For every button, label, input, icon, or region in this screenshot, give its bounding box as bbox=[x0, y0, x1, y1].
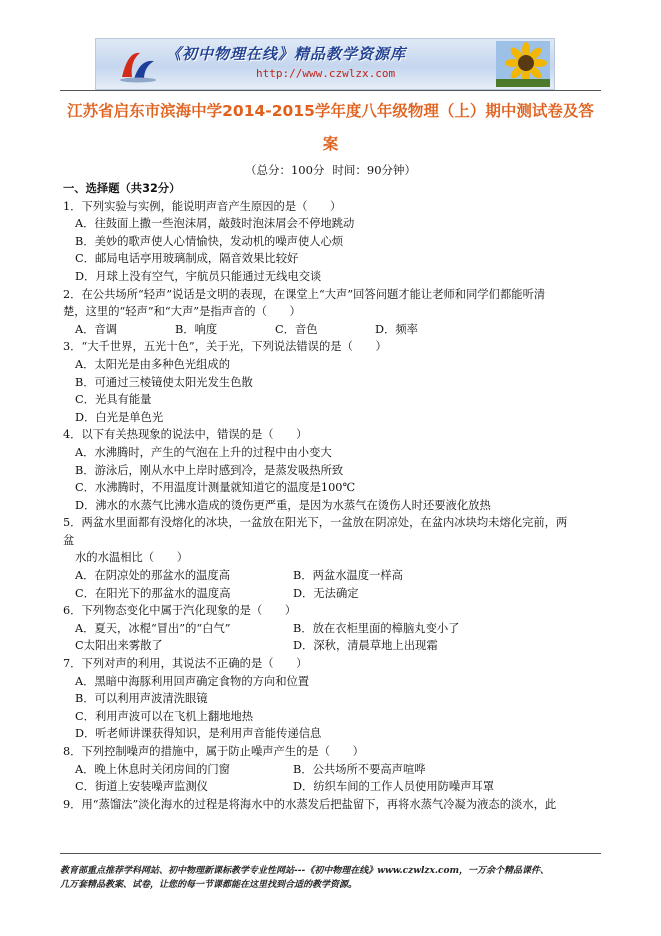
sunflower-icon bbox=[496, 41, 550, 87]
option: A．晚上休息时关闭房间的门窗 bbox=[75, 762, 231, 776]
option: B．可以利用声波清洗眼镜 bbox=[75, 692, 208, 706]
banner-url[interactable]: http://www.czwlzx.com bbox=[256, 67, 396, 80]
banner-title: 《初中物理在线》精品教学资源库 bbox=[166, 45, 407, 63]
option: A．水沸腾时，产生的气泡在上升的过程中由小变大 bbox=[75, 445, 332, 459]
exam-meta bbox=[60, 162, 601, 178]
option-row bbox=[63, 585, 603, 603]
answer-blank: （ ） bbox=[262, 657, 308, 671]
option: B．游泳后，刚从水中上岸时感到冷，是蒸发吸热所致 bbox=[75, 463, 344, 477]
option: C．邮局电话亭用玻璃制成，隔音效果比较好 bbox=[75, 252, 299, 266]
option: A．夏天，冰棍“冒出”的“白气” bbox=[75, 621, 231, 635]
section-title: 一、选择题（共32分） bbox=[63, 182, 181, 195]
answer-blank: （ ） bbox=[341, 340, 387, 354]
footer-text: 教育部重点推荐学科网站、初中物理新课标教学专业性网站---《初中物理在线》www.czwlzx.com，一万余个精品课件、 bbox=[60, 866, 550, 876]
header-banner bbox=[95, 38, 555, 90]
question-stem: 9．用“蒸馏法”淡化海水的过程是将海水中的水蒸发后把盐留下，再将水蒸气冷凝为液态的淡水，此 bbox=[63, 797, 557, 811]
footer-divider bbox=[60, 853, 601, 854]
option: C．街道上安装噪声监测仪 bbox=[75, 780, 208, 794]
option-row bbox=[63, 567, 603, 585]
option-row bbox=[63, 637, 603, 655]
option-row bbox=[63, 761, 603, 779]
option: B．可通过三棱镜使太阳光发生色散 bbox=[75, 375, 253, 389]
answer-blank: （ ） bbox=[255, 305, 301, 319]
option: C．音色 bbox=[275, 322, 318, 336]
option: D．听老师讲课获得知识，是利用声音能传递信息 bbox=[75, 727, 322, 741]
option: B．响度 bbox=[175, 322, 218, 336]
header-divider bbox=[60, 90, 601, 91]
question-stem: 水的水温相比（ ） bbox=[63, 549, 603, 567]
answer-blank: （ ） bbox=[318, 745, 364, 758]
option-row bbox=[63, 620, 603, 638]
footer-text: 几万套精品教案、试卷，让您的每一节课都能在这里找到合适的教学资源。 bbox=[60, 880, 358, 890]
question-stem: 6．下列物态变化中属于汽化现象的是（ ） bbox=[63, 602, 603, 620]
option: A．音调 bbox=[75, 322, 118, 336]
option-row bbox=[63, 778, 603, 796]
option: C．利用声波可以在飞机上翻地地热 bbox=[75, 709, 254, 723]
option: C．在阳光下的那盆水的温度高 bbox=[75, 586, 231, 600]
question-stem: 8．下列控制噪声的措施中，属于防止噪声产生的是（ ） bbox=[63, 743, 603, 761]
question-stem: 4．以下有关热现象的说法中，错误的是（ ） bbox=[63, 426, 603, 444]
question-stem: 5．两盆水里面都有没熔化的冰块，一盆放在阳光下，一盆放在阴凉处，在盆内冰块均未熔化完前，两 bbox=[63, 516, 568, 530]
answer-blank: （ ） bbox=[296, 199, 342, 213]
exam-title: 江苏省启东市滨海中学2014-2015学年度八年级物理（上）期中测试卷及答 bbox=[67, 102, 594, 120]
option: C．水沸腾时，不用温度计测量就知道它的温度是100℃ bbox=[75, 481, 356, 495]
option: C．光具有能量 bbox=[75, 393, 152, 407]
option: D．沸水的水蒸气比沸水造成的烫伤更严重，是因为水蒸气在烫伤人时还要液化放热 bbox=[75, 498, 491, 512]
option: D．白光是单色光 bbox=[75, 410, 164, 424]
exam-title-continued: 案 bbox=[322, 135, 339, 153]
option: B．美妙的歌声使人心情愉快，发动机的噪声使人心烦 bbox=[75, 234, 344, 248]
option: D．月球上没有空气，宇航员只能通过无线电交谈 bbox=[75, 269, 322, 283]
site-logo-icon bbox=[118, 47, 158, 83]
option: A．往鼓面上撒一些泡沫屑，敲鼓时泡沫屑会不停地跳动 bbox=[75, 217, 355, 231]
answer-blank: （ ） bbox=[250, 604, 297, 618]
option: A．黑暗中海豚利用回声确定食物的方向和位置 bbox=[75, 674, 310, 688]
question-stem: 2．在公共场所“轻声”说话是文明的表现，在课堂上“大声”回答问题才能让老师和同学们都能听清 bbox=[63, 287, 546, 301]
option: D．深秋，清晨草地上出现霜 bbox=[293, 639, 438, 653]
option: A．在阴凉处的那盆水的温度高 bbox=[75, 569, 231, 583]
total-score: （总分：100分 bbox=[244, 163, 325, 177]
option: D．纺织车间的工作人员使用防噪声耳罩 bbox=[293, 780, 495, 794]
option: D．无法确定 bbox=[293, 586, 359, 600]
question-stem: 盆 bbox=[63, 533, 75, 547]
answer-blank: （ ） bbox=[142, 551, 188, 565]
option: D．频率 bbox=[375, 322, 418, 336]
question-stem: 楚，这里的“轻声”和“大声”是指声音的（ ） bbox=[63, 303, 603, 321]
option: A．太阳光是由多种色光组成的 bbox=[75, 357, 231, 371]
option: B．两盆水温度一样高 bbox=[293, 569, 403, 583]
question-stem: 1．下列实验与实例，能说明声音产生原因的是（ ） bbox=[63, 198, 603, 216]
option: B．放在衣柜里面的樟脑丸变小了 bbox=[293, 621, 460, 635]
option-row bbox=[63, 321, 603, 339]
answer-blank: （ ） bbox=[262, 428, 308, 442]
option: C太阳出来雾散了 bbox=[75, 639, 163, 653]
question-stem: 3．“大千世界，五光十色”，关于光，下列说法错误的是（ ） bbox=[63, 338, 603, 356]
question-stem: 7．下列对声的利用，其说法不正确的是（ ） bbox=[63, 655, 603, 673]
question-list bbox=[63, 180, 603, 813]
time-limit: 时间：90分钟） bbox=[332, 163, 417, 177]
option: B．公共场所不要高声喧哗 bbox=[293, 762, 426, 776]
